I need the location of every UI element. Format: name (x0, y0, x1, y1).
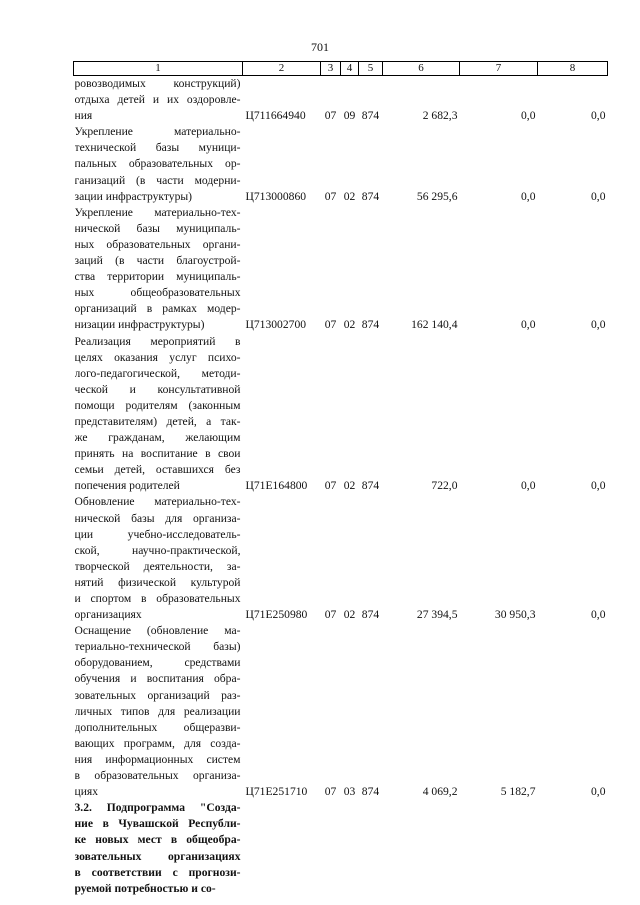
row-subsection: 02 (343, 608, 356, 622)
header-col-1: 1 (74, 62, 243, 76)
row-value-col6: 162 140,4 (411, 318, 458, 332)
row-name-line: ровозводимых конструкций) (74, 77, 241, 90)
row-name-line: личных типов для реализации (74, 704, 241, 718)
row-name-line: ных общеобразовательных (74, 286, 241, 300)
row-value-col7: 0,0 (521, 109, 536, 123)
row-name-line: организациях (74, 608, 142, 622)
row-subsection: 03 (343, 785, 356, 799)
row-code: Ц71Е164800 (245, 479, 308, 493)
row-value-col7: 30 950,3 (494, 608, 536, 622)
row-value-col7: 0,0 (521, 318, 536, 332)
row-value-col7: 0,0 (521, 189, 536, 203)
row-name (74, 494, 243, 623)
row-code: Ц713002700 (245, 318, 307, 332)
row-code: Ц71Е251710 (245, 785, 308, 799)
header-col-3: 3 (321, 62, 341, 76)
row-section: 07 (324, 318, 337, 332)
row-name-line: оборудованием, средствами (74, 656, 241, 670)
row-name-line: целях оказания услуг психо- (74, 350, 241, 364)
row-value-col6: 4 069,2 (422, 785, 458, 799)
row-value-col8: 0,0 (591, 109, 606, 123)
row-name-line: пальных образовательных ор- (74, 157, 241, 171)
table-row (74, 623, 608, 800)
row-name-line: ных образовательных органи- (74, 237, 241, 251)
row-name-line: ства территории муниципаль- (74, 270, 241, 284)
row-name-line: ции учебно-исследователь- (74, 527, 241, 541)
row-value-col8: 0,0 (591, 189, 606, 203)
row-expense-type: 874 (361, 318, 380, 332)
row-value-col7: 5 182,7 (500, 785, 536, 799)
row-subsection: 02 (343, 318, 356, 332)
table-row (74, 334, 608, 495)
header-col-5: 5 (359, 62, 383, 76)
row-name-line: Обновление материально-тех- (74, 495, 241, 509)
row-name (74, 623, 243, 800)
row-name-line: технической базы муници- (74, 141, 241, 155)
header-col-8: 8 (538, 62, 608, 76)
row-name-line: ния (74, 109, 93, 123)
row-name (74, 124, 243, 204)
row-expense-type: 874 (361, 608, 380, 622)
row-name-line: организаций в рамках модер- (74, 302, 241, 316)
row-code: Ц71Е250980 (245, 608, 308, 622)
row-name-line: ния информационных систем (74, 752, 241, 766)
row-name-line: ганизаций (в части модерни- (74, 173, 241, 187)
row-name-line: териально-технической базы) (74, 640, 241, 654)
row-name-line: лого-педагогической, методи- (74, 366, 241, 380)
row-expense-type: 874 (361, 109, 380, 123)
header-col-4: 4 (341, 62, 359, 76)
row-value-col6: 2 682,3 (422, 109, 458, 123)
row-name-line: Укрепление материально-тех- (74, 205, 241, 219)
subprogram-title-line: ние в Чувашской Республи- (74, 817, 241, 831)
empty-cell (321, 800, 341, 897)
row-value-col6: 27 394,5 (416, 608, 458, 622)
row-value-col7: 0,0 (521, 479, 536, 493)
row-name-line: Оснащение (обновление ма- (74, 624, 241, 638)
row-value-col8: 0,0 (591, 479, 606, 493)
row-name-line: семьи детей, оставшихся без (74, 463, 241, 477)
row-name-line: попечения родителей (74, 479, 180, 493)
row-subsection: 09 (343, 109, 356, 123)
empty-cell (243, 800, 321, 897)
page-number: 701 (311, 40, 329, 54)
row-name-line: дополнительных общеразви- (74, 720, 241, 734)
row-section: 07 (324, 109, 337, 123)
row-value-col6: 56 295,6 (416, 189, 458, 203)
row-name (74, 334, 243, 495)
row-section: 07 (324, 479, 337, 493)
row-name-line: ской, научно-практической, (74, 543, 241, 557)
row-value-col8: 0,0 (591, 785, 606, 799)
subprogram-title-line: 3.2. Подпрограмма "Созда- (74, 801, 241, 815)
empty-cell (383, 800, 460, 897)
row-section: 07 (324, 785, 337, 799)
table-row (74, 76, 608, 125)
row-name-line: принять на воспитание в свои (74, 447, 241, 461)
row-name-line: зовательных организаций раз- (74, 688, 241, 702)
row-value-col6: 722,0 (431, 479, 458, 493)
row-name-line: нической базы для организа- (74, 511, 241, 525)
empty-cell (341, 800, 359, 897)
empty-cell (359, 800, 383, 897)
row-name-line: в образовательных организа- (74, 769, 241, 783)
subprogram-row (74, 800, 608, 897)
header-col-2: 2 (243, 62, 321, 76)
row-name-line: низации инфраструктуры) (74, 318, 205, 332)
table-row (74, 124, 608, 204)
header-col-6: 6 (383, 62, 460, 76)
row-name-line: нятий физической культурой (74, 575, 241, 589)
row-name-line: и спортом в образовательных (74, 592, 241, 605)
row-name-line: зации инфраструктуры) (74, 189, 193, 203)
row-name (74, 76, 243, 125)
row-name-line: ческой и консультативной (74, 382, 241, 396)
row-name-line: творческой деятельности, за- (74, 559, 241, 573)
row-expense-type: 874 (361, 189, 380, 203)
table-row (74, 205, 608, 334)
subprogram-title (74, 800, 243, 897)
table-row (74, 494, 608, 623)
subprogram-title-line: в соответствии с прогнози- (74, 865, 241, 879)
subprogram-title-line: руемой потребностью и со- (74, 881, 216, 895)
header-col-7: 7 (460, 62, 538, 76)
row-name (74, 205, 243, 334)
row-name-line: помощи родителям (законным (74, 398, 241, 412)
subprogram-title-line: зовательных организациях (74, 849, 241, 863)
empty-cell (538, 800, 608, 897)
empty-cell (460, 800, 538, 897)
row-name-line: Реализация мероприятий в (74, 334, 241, 348)
row-subsection: 02 (343, 479, 356, 493)
table-header-row (74, 62, 608, 76)
row-name-line: циях (74, 785, 99, 799)
row-value-col8: 0,0 (591, 318, 606, 332)
row-name-line: обучения и воспитания обра- (74, 672, 241, 686)
row-section: 07 (324, 189, 337, 203)
row-code: Ц713000860 (245, 189, 307, 203)
row-subsection: 02 (343, 189, 356, 203)
row-name-line: отдыха детей и их оздоровле- (74, 93, 241, 107)
row-name-line: Укрепление материально- (74, 125, 241, 139)
row-expense-type: 874 (361, 479, 380, 493)
row-code: Ц711664940 (245, 109, 306, 123)
row-value-col8: 0,0 (591, 608, 606, 622)
row-expense-type: 874 (361, 785, 380, 799)
row-name-line: же гражданам, желающим (74, 431, 241, 445)
row-name-line: нической базы муниципаль- (74, 221, 241, 235)
row-name-line: заций (в части благоустрой- (74, 254, 241, 268)
subprogram-title-line: ке новых мест в общеобра- (74, 833, 241, 847)
row-name-line: вающих программ, для созда- (74, 736, 241, 750)
row-section: 07 (324, 608, 337, 622)
budget-table (73, 61, 608, 897)
row-name-line: представителям) детей, а так- (74, 414, 241, 428)
